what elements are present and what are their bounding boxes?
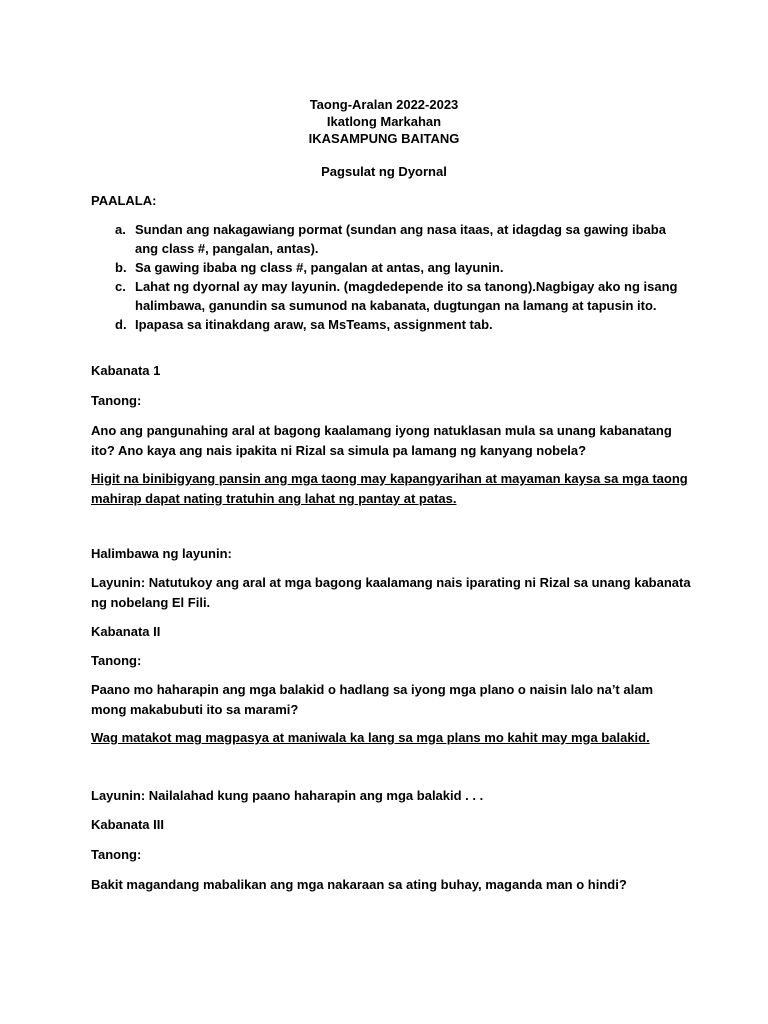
answer-text: Higit na binibigyang pansin ang mga taong may kapangyarihan at mayaman kaysa sa mga taong mahirap dapat nating tratuhin ang lahat ng pantay at patas. [91, 471, 688, 506]
reminder-marker: d. [115, 317, 127, 332]
reminders-list [91, 220, 691, 334]
reminder-item [91, 220, 691, 258]
question-label: Tanong: [91, 847, 142, 862]
reminder-text: Lahat ng dyornal ay may layunin. (magdedepende ito sa tanong).Nagbigay ako ng isang halimbawa, ganundin sa sumunod na kabanata, dugtungan na lamang at tapusin ito. [135, 279, 678, 313]
answer-text: Wag matakot mag magpasya at maniwala ka lang sa mga plans mo kahit may mga balakid. [91, 730, 650, 745]
school-year: Taong-Aralan 2022-2023 [309, 97, 459, 112]
reminder-item [91, 277, 691, 315]
reminder-text: Sundan ang nakagawiang pormat (sundan ang nasa itaas, at idagdag sa gawing ibaba ang class #, pangalan, antas). [135, 222, 666, 256]
chapter-heading: Kabanata II [91, 624, 161, 639]
reminder-text: Sa gawing ibaba ng class #, pangalan at antas, ang layunin. [135, 260, 504, 275]
chapter-heading: Kabanata 1 [91, 363, 161, 378]
question-text: Ano ang pangunahing aral at bagong kaalamang iyong natuklasan mula sa unang kabanatang ito? Ano kaya ang nais ipakita ni Rizal sa simula pa lamang ng kanyang nobela? [91, 423, 672, 458]
quarter: Ikatlong Markahan [326, 114, 442, 129]
objective-text: Layunin: Nailalahad kung paano haharapin ang mga balakid . . . [91, 788, 484, 803]
question-text: Paano mo haharapin ang mga balakid o hadlang sa iyong mga plano o naisin lalo na’t alam mong makabubuti ito sa marami? [91, 682, 654, 717]
document-header [0, 96, 768, 147]
chapter-heading: Kabanata III [91, 817, 164, 832]
document-title: Pagsulat ng Dyornal [321, 164, 447, 179]
example-label: Halimbawa ng layunin: [91, 546, 232, 561]
question-text: Bakit magandang mabalikan ang mga nakaraan sa ating buhay, maganda man o hindi? [91, 877, 627, 892]
reminder-item [91, 258, 691, 277]
question-label: Tanong: [91, 393, 142, 408]
reminder-text: Ipapasa sa itinakdang araw, sa MsTeams, assignment tab. [135, 317, 493, 332]
reminders-label: PAALALA: [91, 193, 157, 208]
reminder-marker: a. [115, 222, 126, 237]
objective-text: Layunin: Natutukoy ang aral at mga bagong kaalamang nais iparating ni Rizal sa unang kabanata ng nobelang El Fili. [91, 575, 691, 610]
reminder-marker: c. [115, 279, 126, 294]
grade-level: IKASAMPUNG BAITANG [308, 131, 460, 146]
reminder-marker: b. [115, 260, 127, 275]
reminder-item [91, 315, 691, 334]
question-label: Tanong: [91, 653, 142, 668]
